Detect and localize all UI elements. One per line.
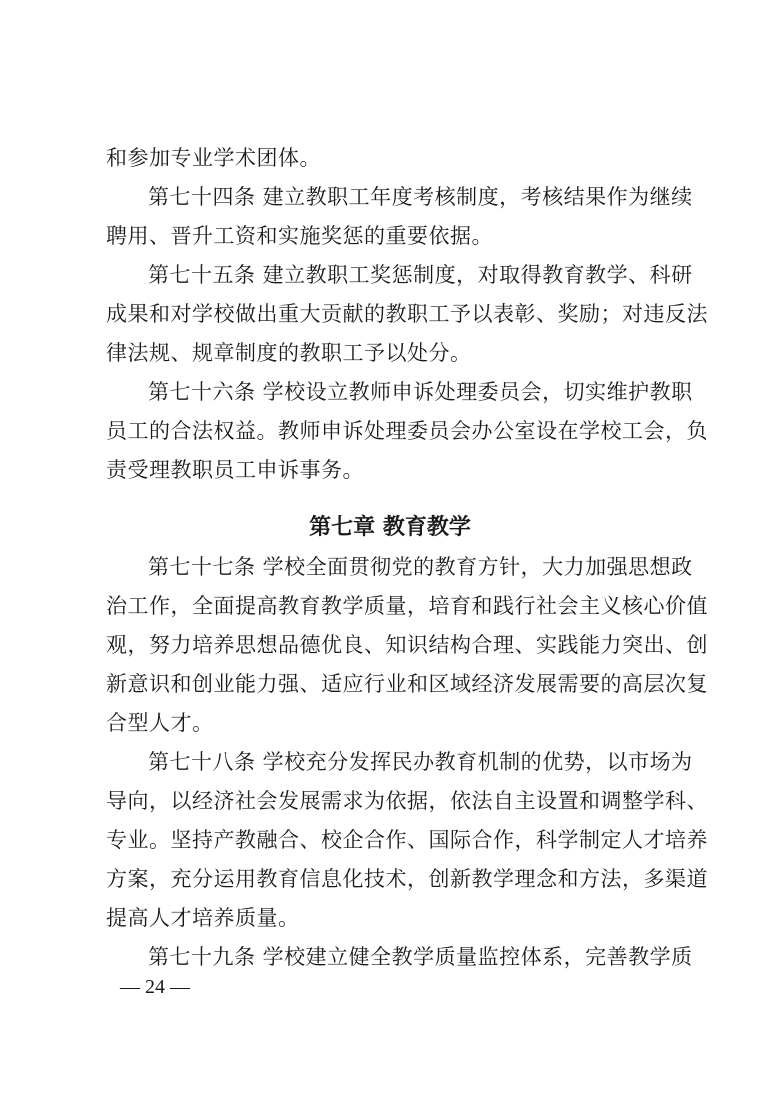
text-line: 第七十六条 学校设立教师申诉处理委员会，切实维护教职 (148, 380, 693, 404)
text-line: 第七十九条 学校建立健全教学质量监控体系，完善教学质 (148, 945, 693, 969)
text-line: 新意识和创业能力强、适应行业和区域经济发展需要的高层次复 (106, 672, 708, 696)
text-line: 提高人才培养质量。 (106, 906, 300, 930)
text-line: 方案，充分运用教育信息化技术，创新教学理念和方法，多渠道 (106, 867, 708, 891)
text-line: 导向，以经济社会发展需求为依据，依法自主设置和调整学科、 (106, 789, 708, 813)
text-line: 第七十五条 建立教职工奖惩制度，对取得教育教学、科研 (148, 263, 693, 287)
text-line: 成果和对学校做出重大贡献的教职工予以表彰、奖励；对违反法 (106, 302, 708, 326)
text-line: 第七十七条 学校全面贯彻党的教育方针，大力加强思想政 (148, 555, 693, 579)
text-line: 员工的合法权益。教师申诉处理委员会办公室设在学校工会，负 (106, 419, 708, 443)
page-number: — 24 — (120, 976, 190, 998)
text-line: 责受理教职员工申诉事务。 (106, 458, 364, 482)
text-line: 第七十四条 建立教职工年度考核制度，考核结果作为继续 (148, 185, 693, 209)
text-line: 和参加专业学术团体。 (106, 146, 321, 170)
text-line: 律法规、规章制度的教职工予以处分。 (106, 341, 472, 365)
text-line: 聘用、晋升工资和实施奖惩的重要依据。 (106, 224, 493, 248)
text-line: 观，努力培养思想品德优良、知识结构合理、实践能力突出、创 (106, 633, 708, 657)
text-line: 专业。坚持产教融合、校企合作、国际合作，科学制定人才培养 (106, 828, 708, 852)
text-line: 第七十八条 学校充分发挥民办教育机制的优势，以市场为 (148, 750, 693, 774)
text-line: 合型人才。 (106, 711, 214, 735)
chapter-heading: 第七章 教育教学 (309, 515, 471, 540)
text-line: 治工作，全面提高教育教学质量，培育和践行社会主义核心价值 (106, 594, 708, 618)
